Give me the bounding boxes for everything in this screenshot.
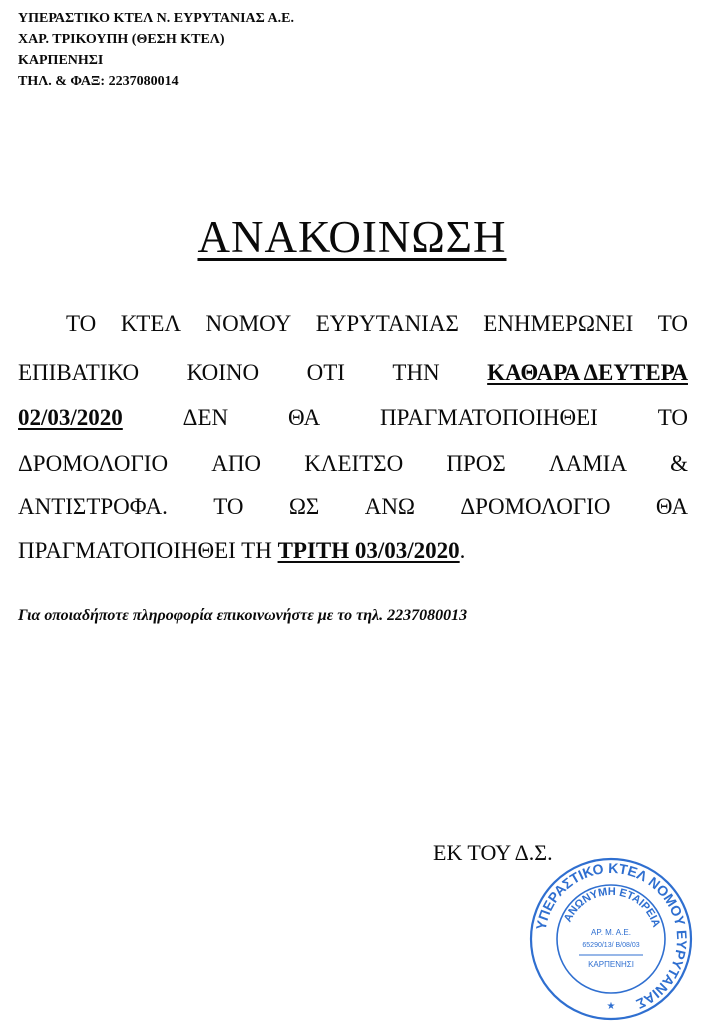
body-word: ΘΑ — [655, 494, 688, 519]
stamp-city: ΚΑΡΠΕΝΗΣΙ — [588, 960, 634, 969]
stamp-inner-text — [562, 886, 662, 929]
body-word: ΕΝΗΜΕΡΩΝΕΙ — [483, 311, 634, 336]
body-line-4 — [18, 452, 688, 475]
letterhead — [18, 8, 294, 92]
body-word: ΔΡΟΜΟΛΟΓΙΟ — [460, 494, 611, 519]
body-word: ΚΛΕΙΤΣΟ — [304, 451, 404, 476]
body-word: ΟΤΙ — [306, 360, 345, 385]
body-word: ΤΟ — [213, 494, 244, 519]
body-period: . — [459, 538, 466, 563]
stamp-registry: ΑΡ. Μ. Α.Ε. — [591, 928, 631, 937]
company-city: ΚΑΡΠΕΝΗΣΙ — [18, 53, 104, 68]
body-word: ΝΟΜΟΥ — [205, 311, 292, 336]
body-word: ΠΡΑΓΜΑΤΟΠΟΙΗΘΕΙ — [380, 405, 598, 430]
stamp-registry-number: 65290/13/ Β/08/03 — [582, 942, 640, 949]
new-date: ΤΡΙΤΗ 03/03/2020 — [277, 538, 460, 563]
body-word: ΘΑ — [288, 405, 321, 430]
body-line-2 — [18, 361, 688, 384]
signature-line: ΕΚ ΤΟΥ Δ.Σ. — [433, 840, 553, 865]
stamp-inner-ring — [557, 885, 665, 993]
body-text-segment: ΠΡΑΓΜΑΤΟΠΟΙΗΘΕΙ ΤΗ — [18, 538, 278, 563]
body-word: & — [670, 451, 688, 476]
body-word: ΔΡΟΜΟΛΟΓΙΟ — [18, 451, 169, 476]
body-word: ΑΝΩ — [364, 494, 416, 519]
stamp-star-icon: ★ — [606, 1001, 616, 1012]
body-word: ΤΟ — [657, 405, 688, 430]
body-word: ΠΡΟΣ — [446, 451, 506, 476]
company-address: ΧΑΡ. ΤΡΙΚΟΥΠΗ (ΘΕΣΗ ΚΤΕΛ) — [18, 32, 225, 47]
body-word: ΕΠΙΒΑΤΙΚΟ — [18, 360, 140, 385]
stamp-rings — [531, 859, 691, 1019]
company-name: ΥΠΕΡΑΣΤΙΚΟ ΚΤΕΛ Ν. ΕΥΡΥΤΑΝΙΑΣ Α.Ε. — [18, 11, 294, 26]
body-word: ΤΟ — [66, 311, 97, 336]
announcement-title-block — [0, 208, 704, 266]
body-word: ΕΥΡΥΤΑΝΙΑΣ — [315, 311, 459, 336]
cancel-date: 02/03/2020 — [18, 405, 123, 430]
body-line-1 — [66, 312, 688, 335]
stamp-inner-textpath: ΑΝΩΝΥΜΗ ΕΤΑΙΡΕΙΑ — [561, 885, 663, 929]
body-word: ΚΤΕΛ — [120, 311, 182, 336]
stamp-outer-ring — [531, 859, 691, 1019]
announcement-title: ΑΝΑΚΟΙΝΩΣΗ — [197, 212, 507, 262]
body-word: ΤΟ — [657, 311, 688, 336]
body-line-5 — [18, 495, 688, 518]
body-word: ΩΣ — [288, 494, 320, 519]
body-word: ΔΕΝ — [182, 405, 229, 430]
body-word: ΚΟΙΝΟ — [186, 360, 260, 385]
body-line-6 — [18, 539, 688, 562]
company-stamp — [527, 855, 695, 1023]
body-word: ΑΠΟ — [211, 451, 262, 476]
body-line-3 — [18, 406, 688, 429]
holiday-name: ΚΑΘΑΡΑ ΔΕΥΤΕΡΑ — [487, 360, 688, 385]
company-phone: ΤΗΛ. & ΦΑΞ: 2237080014 — [18, 74, 179, 89]
contact-info: Για οποιαδήποτε πληροφορία επικοινωνήστε με το τηλ. 2237080013 — [18, 607, 468, 624]
body-word: ΑΝΤΙΣΤΡΟΦΑ. — [18, 494, 168, 519]
body-word: ΤΗΝ — [392, 360, 440, 385]
stamp-outer-textpath: ΥΠΕΡΑΣΤΙΚΟ ΚΤΕΛ ΝΟΜΟΥ ΕΥΡΥΤΑΝΙΑΣ — [532, 859, 691, 1013]
body-word: ΛΑΜΙΑ — [548, 451, 627, 476]
